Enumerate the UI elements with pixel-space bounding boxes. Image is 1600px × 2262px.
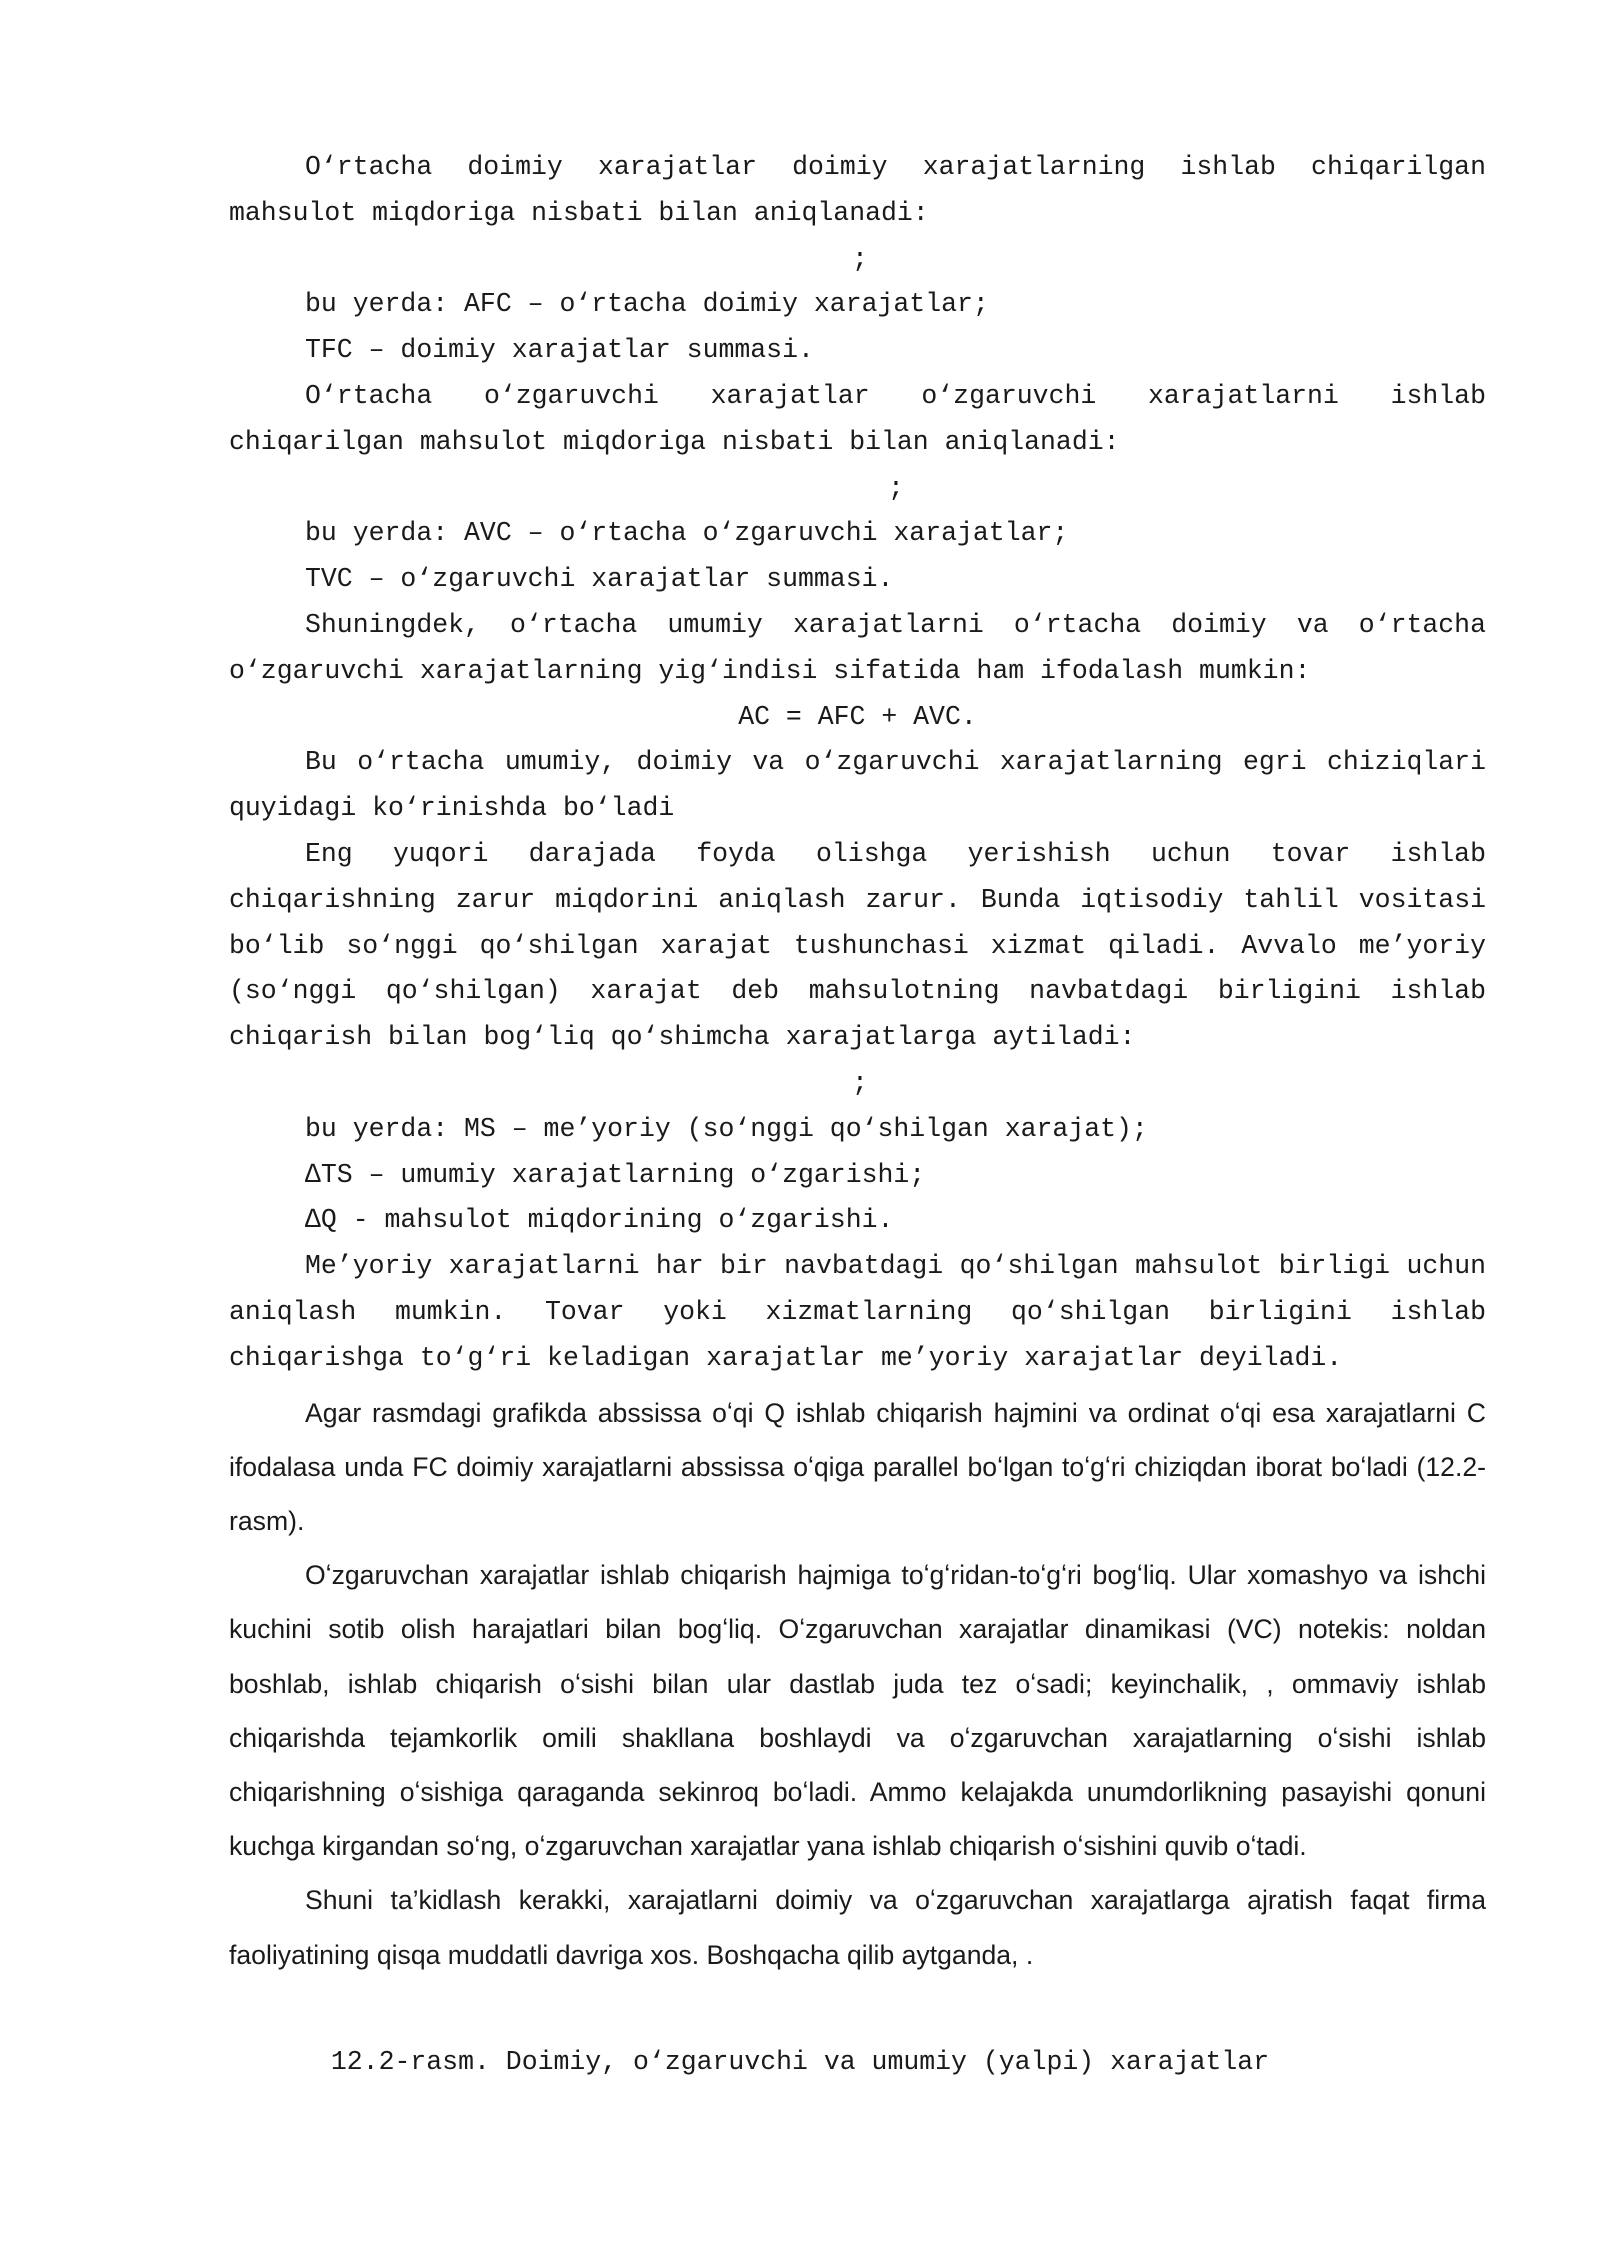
- paragraph: Shuningdek, o‘rtacha umumiy xarajatlarni o‘rtacha doimiy va o‘rtacha o‘zgaruvchi xarajatlarning yig‘indisi sifatida ham ifodalash mumkin:: [229, 609, 1486, 686]
- paragraph: bu yerda: AFC – o‘rtacha doimiy xarajatlar;: [305, 289, 989, 320]
- formula-line: ;: [888, 472, 904, 503]
- paragraph: Shuni ta’kidlash kerakki, xarajatlarni doimiy va oʻzgaruvchan xarajatlarga ajratish faqat firma faoliyatining qisqa muddatli davriga xos. Boshqacha qilib aytganda, .: [229, 1885, 1486, 1970]
- paragraph: Bu o‘rtacha umumiy, doimiy va o‘zgaruvchi xarajatlarning egri chiziqlari quyidagi ko‘rinishda bo‘ladi: [229, 747, 1486, 824]
- text-column: [229, 145, 1486, 1982]
- paragraph: ∆TS – umumiy xarajatlarning o‘zgarishi;: [305, 1159, 926, 1190]
- paragraph: Agar rasmdagi grafikda abssissa oʻqi Q ishlab chiqarish hajmini va ordinat oʻqi esa xarajatlarni C ifodalasa unda FC doimiy xarajatlarni abssissa oʻqiga parallel boʻlgan toʻgʻri chiziqdan iborat boʻladi (12.2-rasm).: [229, 1397, 1486, 1536]
- paragraph: O‘rtacha doimiy xarajatlar doimiy xarajatlarning ishlab chiqarilgan mahsulot miqdoriga nisbati bilan aniqlanadi:: [229, 152, 1486, 228]
- paragraph: bu yerda: MS – me’yoriy (so‘nggi qo‘shilgan xarajat);: [305, 1113, 1148, 1144]
- paragraph: O‘rtacha o‘zgaruvchi xarajatlar o‘zgaruvchi xarajatlarni ishlab chiqarilgan mahsulot miqdoriga nisbati bilan aniqlanadi:: [229, 380, 1486, 457]
- paragraph: TVC – o‘zgaruvchi xarajatlar summasi.: [305, 564, 894, 595]
- paragraph: TFC – doimiy xarajatlar summasi.: [305, 335, 814, 366]
- paragraph: Oʻzgaruvchan xarajatlar ishlab chiqarish hajmiga toʻgʻridan-toʻgʻri bogʻliq. Ular xomashyo va ishchi kuchini sotib olish harajatlari bilan bogʻliq. Oʻzgaruvchan xarajatlar dinamikasi (VC) notekis: noldan boshlab, ishlab chiqarish oʻsishi bilan ular dastlab juda tez oʻsadi; keyinchalik, , ommaviy ishlab chiqarishda tejamkorlik omili shakllana boshlaydi va oʻzgaruvchan xarajatlarning oʻsishi ishlab chiqarishning oʻsishiga qaraganda sekinroq boʻladi. Ammo kelajakda unumdorlikning pasayishi qonuni kuchga kirgandan soʻng, oʻzgaruvchan xarajatlar yana ishlab chiqarish oʻsishini quvib oʻtadi.: [229, 1560, 1486, 1862]
- body-text-block: [229, 1386, 1486, 1982]
- figure-caption: 12.2-rasm. Doimiy, o‘zgaruvchi va umumiy (yalpi) xarajatlar: [330, 2047, 1270, 2077]
- paragraph: ∆Q - mahsulot miqdorining o‘zgarishi.: [305, 1205, 894, 1236]
- paragraph: Me’yoriy xarajatlarni har bir navbatdagi qo‘shilgan mahsulot birligi uchun aniqlash mumkin. Tovar yoki xizmatlarning qo‘shilgan birligini ishlab chiqarishga to‘g‘ri keladigan xarajatlar me’yoriy xarajatlar deyiladi.: [229, 1251, 1486, 1373]
- formula-line: ;: [852, 243, 868, 274]
- paragraph: bu yerda: AVC – o‘rtacha o‘zgaruvchi xarajatlar;: [305, 518, 1069, 549]
- paragraph: Eng yuqori darajada foyda olishga yerishish uchun tovar ishlab chiqarishning zarur miqdorini aniqlash zarur. Bunda iqtisodiy tahlil vositasi bo‘lib so‘nggi qo‘shilgan xarajat tushunchasi xizmat qiladi. Avvalo me’yoriy (so‘nggi qo‘shilgan) xarajat deb mahsulotning navbatdagi birligini ishlab chiqarish bilan bog‘liq qo‘shimcha xarajatlarga aytiladi:: [229, 838, 1486, 1053]
- formula-line: ;: [852, 1067, 868, 1098]
- formula-line: AC = AFC + AVC.: [738, 701, 977, 732]
